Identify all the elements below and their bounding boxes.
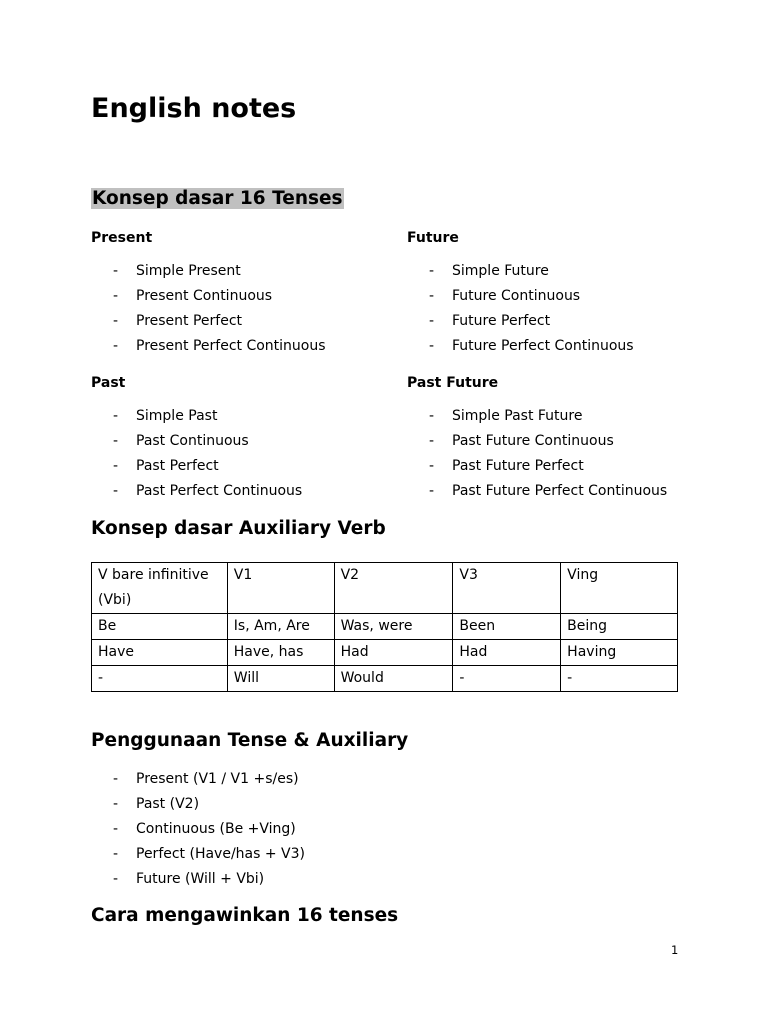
table-cell: Had: [453, 640, 561, 666]
dash-bullet: -: [113, 408, 119, 424]
dash-bullet: -: [429, 433, 435, 449]
table-cell: Is, Am, Are: [227, 614, 334, 640]
table-cell: Having: [561, 640, 678, 666]
list-item: - Perfect (Have/has + V3): [91, 842, 305, 867]
table-cell: Will: [227, 666, 334, 692]
auxiliary-section-heading: Konsep dasar Auxiliary Verb: [91, 518, 386, 539]
future-group-label: Future: [407, 230, 459, 246]
page-title: English notes: [91, 93, 297, 124]
dash-bullet: -: [113, 846, 119, 862]
table-header-cell: V1: [227, 563, 334, 614]
list-item: - Present Continuous: [91, 284, 326, 309]
table-cell: Have: [92, 640, 228, 666]
list-item: - Present Perfect: [91, 309, 326, 334]
dash-bullet: -: [113, 288, 119, 304]
present-group-label: Present: [91, 230, 153, 246]
table-cell: -: [561, 666, 678, 692]
list-item: - Past Continuous: [91, 429, 302, 454]
dash-bullet: -: [113, 458, 119, 474]
table-row: [92, 614, 678, 640]
past-future-group-label: Past Future: [407, 375, 499, 391]
list-item: - Present Perfect Continuous: [91, 334, 326, 359]
dash-bullet: -: [113, 433, 119, 449]
list-item: - Past (V2): [91, 792, 305, 817]
table-cell: Was, were: [334, 614, 453, 640]
dash-bullet: -: [113, 796, 119, 812]
dash-bullet: -: [429, 338, 435, 354]
list-item: - Continuous (Be +Ving): [91, 817, 305, 842]
table-header-row: [92, 563, 678, 614]
dash-bullet: -: [113, 263, 119, 279]
list-item: - Future Continuous: [407, 284, 634, 309]
combine-section-heading: Cara mengawinkan 16 tenses: [91, 905, 399, 926]
dash-bullet: -: [113, 483, 119, 499]
table-header-cell: V2: [334, 563, 453, 614]
table-cell: Be: [92, 614, 228, 640]
dash-bullet: -: [113, 338, 119, 354]
table-header-cell: V3: [453, 563, 561, 614]
list-item: - Present (V1 / V1 +s/es): [91, 767, 305, 792]
table-cell: -: [92, 666, 228, 692]
dash-bullet: -: [113, 771, 119, 787]
list-item: - Past Perfect: [91, 454, 302, 479]
past-future-tense-list: [407, 404, 667, 504]
usage-section-heading: Penggunaan Tense & Auxiliary: [91, 730, 409, 751]
auxiliary-verb-table: [91, 562, 678, 692]
past-group-label: Past: [91, 375, 126, 391]
dash-bullet: -: [113, 871, 119, 887]
dash-bullet: -: [429, 313, 435, 329]
table-cell: Been: [453, 614, 561, 640]
past-tense-list: [91, 404, 302, 504]
present-tense-list: [91, 259, 326, 359]
list-item: - Simple Future: [407, 259, 634, 284]
tenses-section-heading: [91, 187, 344, 211]
table-cell: Being: [561, 614, 678, 640]
table-header-cell: Ving: [561, 563, 678, 614]
table-cell: Would: [334, 666, 453, 692]
list-item: - Past Future Perfect: [407, 454, 667, 479]
dash-bullet: -: [429, 458, 435, 474]
list-item: - Past Perfect Continuous: [91, 479, 302, 504]
dash-bullet: -: [429, 483, 435, 499]
list-item: - Future Perfect Continuous: [407, 334, 634, 359]
usage-list: [91, 767, 305, 892]
page-number: 1: [671, 943, 679, 957]
dash-bullet: -: [113, 313, 119, 329]
table-cell: Have, has: [227, 640, 334, 666]
future-tense-list: [407, 259, 634, 359]
table-cell: Had: [334, 640, 453, 666]
list-item: - Past Future Continuous: [407, 429, 667, 454]
list-item: - Simple Past: [91, 404, 302, 429]
list-item: - Past Future Perfect Continuous: [407, 479, 667, 504]
dash-bullet: -: [429, 263, 435, 279]
list-item: - Simple Past Future: [407, 404, 667, 429]
list-item: - Future (Will + Vbi): [91, 867, 305, 892]
table-header-cell: V bare infinitive (Vbi): [92, 563, 228, 614]
dash-bullet: -: [429, 408, 435, 424]
table-row: [92, 640, 678, 666]
table-row: [92, 666, 678, 692]
list-item: - Future Perfect: [407, 309, 634, 334]
dash-bullet: -: [113, 821, 119, 837]
table-cell: -: [453, 666, 561, 692]
list-item: - Simple Present: [91, 259, 326, 284]
dash-bullet: -: [429, 288, 435, 304]
tenses-heading-highlight: Konsep dasar 16 Tenses: [92, 188, 343, 209]
